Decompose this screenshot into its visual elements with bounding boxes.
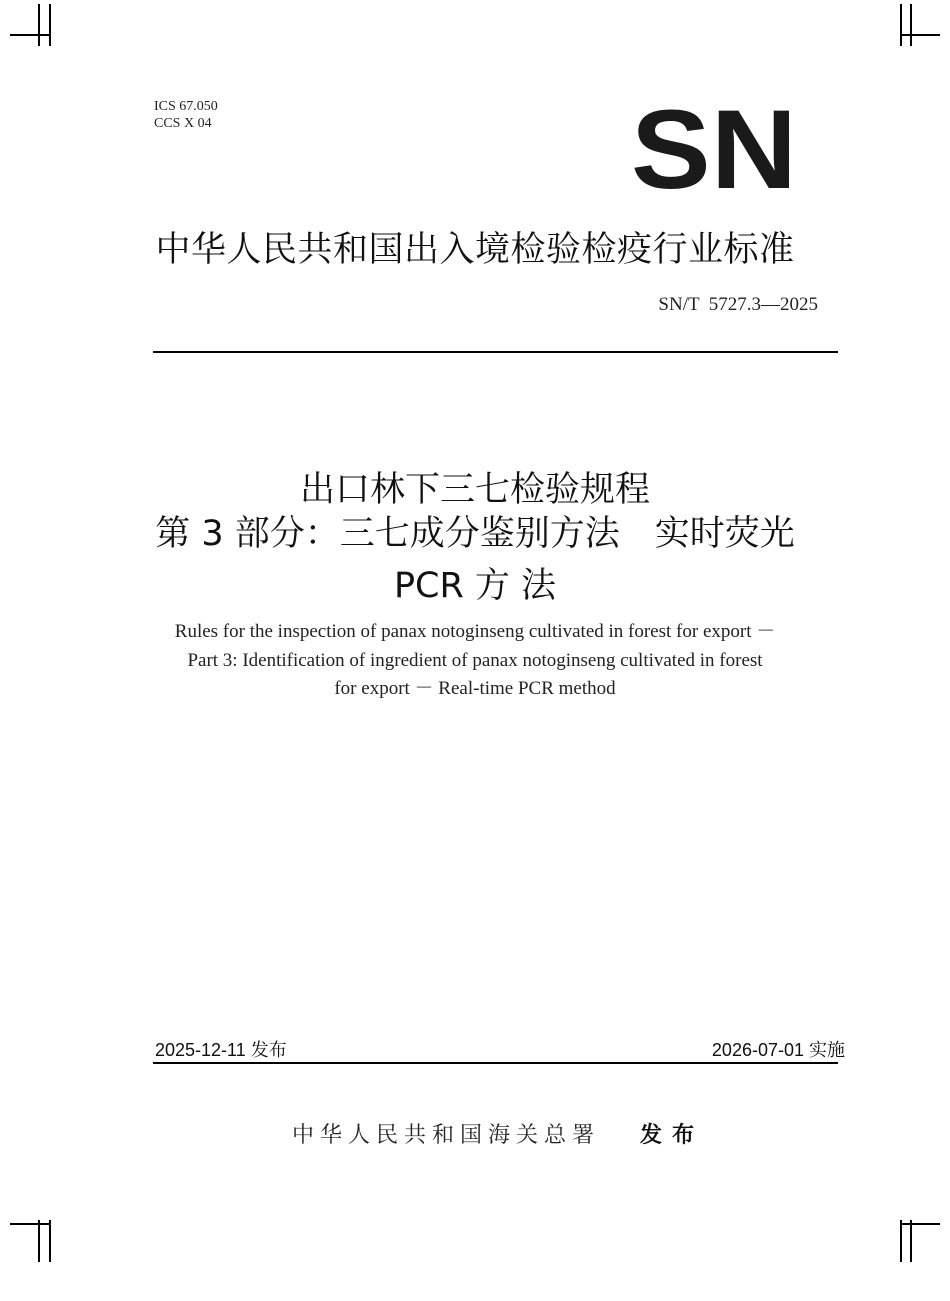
industry-standard-title: 中华人民共和国出入境检验检疫行业标准: [155, 230, 795, 270]
sn-logo: [630, 104, 798, 194]
title-zh-line-1: 出口林下三七检验规程: [299, 470, 650, 510]
publisher-name: 中华人民共和国海关总署: [292, 1123, 601, 1148]
title-en-line-1: Rules for the inspection of panax notoginseng cultivated in forest for export －: [174, 621, 776, 642]
title-zh-line-3: PCR 方 法: [393, 566, 557, 606]
footer-divider: [153, 1062, 838, 1064]
header-divider: [153, 351, 838, 353]
publish-label: 发布: [640, 1123, 705, 1148]
classification-codes: [154, 98, 218, 132]
standard-number: SN/T 5727.3—2025: [658, 294, 818, 315]
title-en: [0, 618, 950, 704]
ccs-code: CCS X 04: [154, 116, 212, 131]
title-en-line-2: Part 3: Identification of ingredient of panax notoginseng cultivated in forest: [187, 649, 763, 671]
sn-logo-text: SN: [631, 104, 797, 194]
title-zh-line-2: 第 3 部分：三七成分鉴别方法 实时荧光: [155, 514, 795, 554]
issue-date: 2025-12-11 发布: [155, 1040, 287, 1060]
ics-code: ICS 67.050: [154, 99, 218, 114]
title-en-line-3: for export － Real-time PCR method: [334, 678, 616, 699]
implementation-date: 2026-07-01 实施: [711, 1040, 845, 1060]
